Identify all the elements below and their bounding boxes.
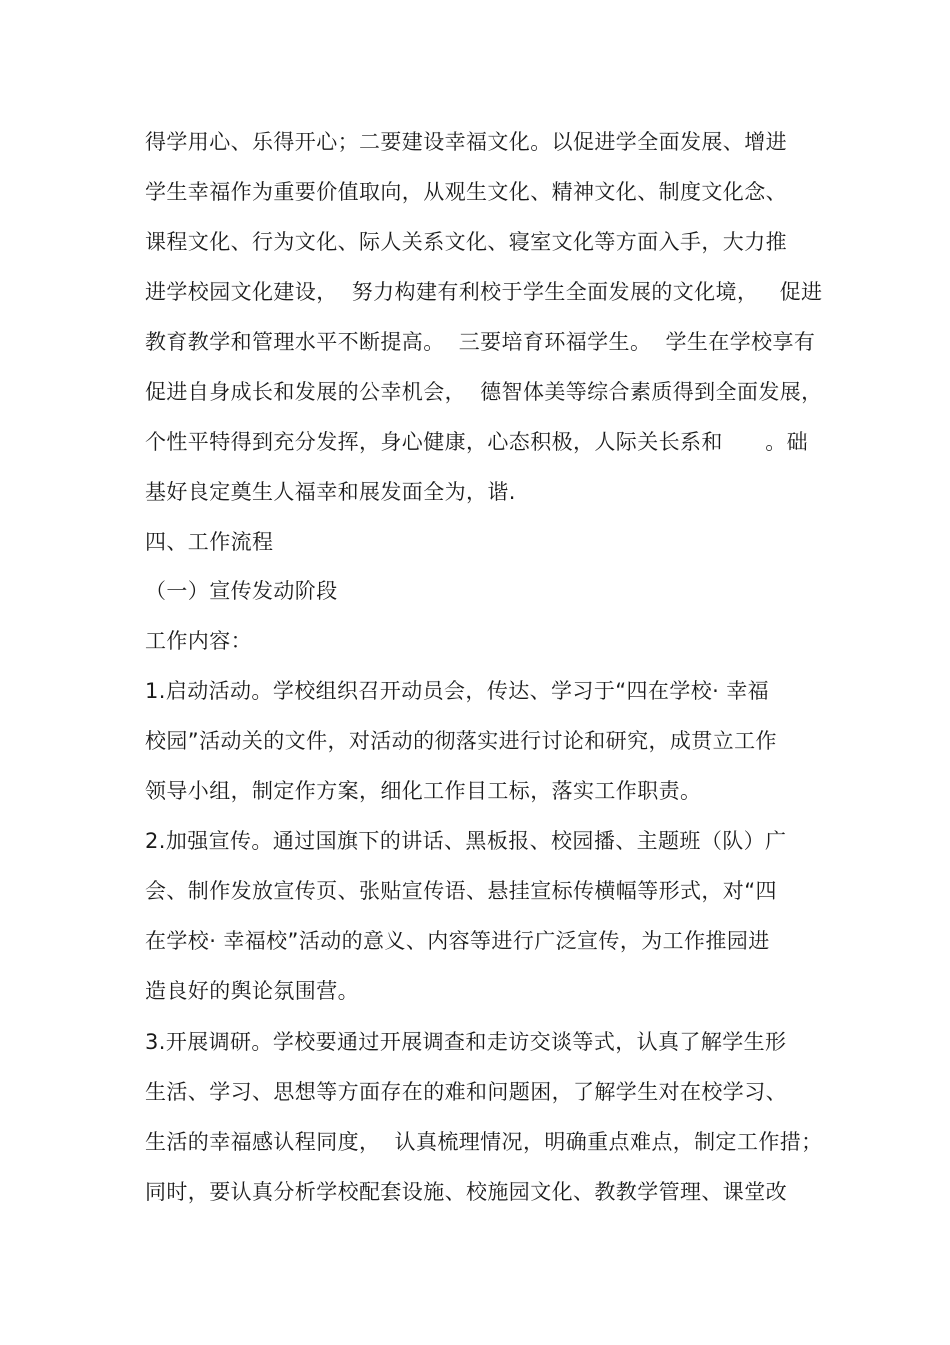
text-line: 领导小组，制定作方案，细化工作目工标，落实工作职责。	[145, 779, 702, 803]
text-line: 教育教学和管理水平不断提高。 三要培育环福学生。 学生在学校享有	[145, 330, 816, 354]
section-heading: 四、工作流程	[145, 530, 274, 554]
text-line: 生活、学习、思想等方面存在的难和问题困，了解学生对在校学习、	[145, 1080, 787, 1104]
text-line: 学生幸福作为重要价值取向，从观生文化、精神文化、制度文化念、	[145, 180, 787, 204]
text-line: 进学校园文化建设， 努力构建有利校于学生全面发展的文化境， 促进	[145, 280, 823, 304]
text-line: 课程文化、行为文化、际人关系文化、寝室文化等方面入手，大力推	[145, 230, 787, 254]
text-line: 会、制作发放宣传页、张贴宣传语、悬挂宣标传横幅等形式，对“四	[145, 879, 777, 903]
text-line: 在学校· 幸福校”活动的意义、内容等进行广泛宣传，为工作推园进	[145, 929, 770, 953]
text-line: 得学用心、乐得开心；二要建设幸福文化。以促进学全面发展、增进	[145, 130, 787, 154]
text-line: 个性平特得到充分发挥，身心健康，心态积极，人际关长系和 。础	[145, 430, 809, 454]
subsection-heading: （一）宣传发动阶段	[145, 579, 338, 603]
text-line: 同时，要认真分析学校配套设施、校施园文化、教教学管理、课堂改	[145, 1180, 787, 1204]
text-line: 造良好的舆论氛围营。	[145, 979, 359, 1003]
text-line: 基好良定奠生人福幸和展发面全为，谐.	[145, 480, 516, 504]
text-line: 2.加强宣传。通过国旗下的讲话、黑板报、校园播、主题班（队）广	[145, 829, 787, 853]
text-line: 工作内容：	[145, 629, 252, 653]
text-line: 校园”活动关的文件，对活动的彻落实进行讨论和研究，成贯立工作	[145, 729, 777, 753]
text-line: 促进自身成长和发展的公幸机会， 德智体美等综合素质得到全面发展，	[145, 380, 823, 404]
text-line: 1.启动活动。学校组织召开动员会，传达、学习于“四在学校· 幸福	[145, 679, 770, 703]
text-line: 3.开展调研。学校要通过开展调查和走访交谈等式，认真了解学生形	[145, 1030, 787, 1054]
text-line: 生活的幸福感认程同度， 认真梳理情况，明确重点难点，制定工作措；	[145, 1130, 823, 1154]
